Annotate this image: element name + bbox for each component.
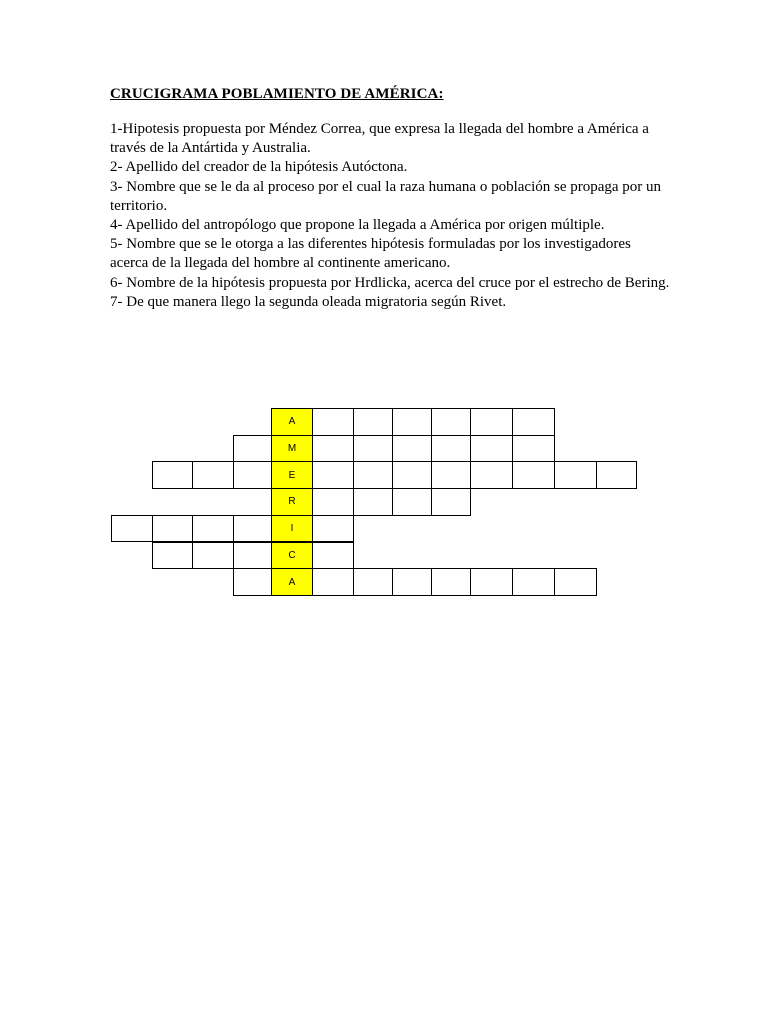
clue-list — [110, 120, 670, 312]
crossword-cell[interactable] — [512, 408, 555, 436]
crossword-cell[interactable] — [554, 461, 597, 489]
crossword-cell[interactable] — [392, 461, 432, 489]
crossword-cell[interactable] — [312, 461, 354, 489]
crossword-cell[interactable] — [353, 568, 393, 596]
clue-5: 5- Nombre que se le otorga a las diferentes hipótesis formuladas por los investigadores acerca de la llegada del hombre al continente americano. — [110, 236, 631, 272]
key-letter-cell: A — [271, 568, 313, 596]
crossword-cell[interactable] — [152, 515, 194, 543]
crossword-cell[interactable] — [512, 568, 555, 596]
crossword-cell[interactable] — [152, 542, 194, 570]
crossword-cell[interactable] — [596, 461, 637, 489]
crossword-cell[interactable] — [233, 515, 273, 543]
crossword-cell[interactable] — [470, 568, 513, 596]
crossword-cell[interactable] — [312, 488, 354, 516]
crossword-cell[interactable] — [192, 515, 234, 543]
crossword-cell[interactable] — [512, 461, 555, 489]
crossword-cell[interactable] — [312, 542, 354, 570]
crossword-cell[interactable] — [470, 435, 513, 463]
crossword-cell[interactable] — [431, 435, 471, 463]
clue-4: 4- Apellido del antropólogo que propone la llegada a América por origen múltiple. — [110, 217, 605, 234]
crossword-cell[interactable] — [233, 568, 273, 596]
key-letter-cell: I — [271, 515, 313, 543]
clue-2: 2- Apellido del creador de la hipótesis Autóctona. — [110, 159, 408, 176]
crossword-cell[interactable] — [431, 408, 471, 436]
crossword-cell[interactable] — [152, 461, 194, 489]
key-letter-cell: R — [271, 488, 313, 516]
key-letter-cell: E — [271, 461, 313, 489]
crossword-cell[interactable] — [192, 542, 234, 570]
crossword-cell[interactable] — [233, 461, 273, 489]
crossword-cell[interactable] — [470, 461, 513, 489]
crossword-cell[interactable] — [192, 461, 234, 489]
crossword-cell[interactable] — [111, 515, 153, 543]
crossword-cell[interactable] — [312, 568, 354, 596]
crossword-cell[interactable] — [392, 408, 432, 436]
crossword-cell[interactable] — [431, 488, 471, 516]
clue-6: 6- Nombre de la hipótesis propuesta por Hrdlicka, acerca del cruce por el estrecho de Bering. — [110, 274, 670, 291]
crossword-cell[interactable] — [312, 408, 354, 436]
page-title: CRUCIGRAMA POBLAMIENTO DE AMÉRICA: — [110, 86, 444, 102]
clue-1: 1-Hipotesis propuesta por Méndez Correa, que expresa la llegada del hombre a América a través de la Antártida y Australia. — [110, 121, 649, 157]
crossword-cell[interactable] — [554, 568, 597, 596]
crossword-cell[interactable] — [353, 488, 393, 516]
clue-7: 7- De que manera llego la segunda oleada migratoria según Rivet. — [110, 293, 507, 310]
crossword-cell[interactable] — [431, 461, 471, 489]
crossword-cell[interactable] — [392, 568, 432, 596]
crossword-cell[interactable] — [470, 408, 513, 436]
key-letter-cell: M — [271, 435, 313, 463]
crossword-cell[interactable] — [312, 435, 354, 463]
key-letter-cell: A — [271, 408, 313, 436]
crossword-cell[interactable] — [353, 435, 393, 463]
crossword-cell[interactable] — [392, 435, 432, 463]
clue-3: 3- Nombre que se le da al proceso por el cual la raza humana o población se propaga por un territorio. — [110, 178, 662, 214]
crossword-cell[interactable] — [353, 461, 393, 489]
crossword-cell[interactable] — [431, 568, 471, 596]
crossword-cell[interactable] — [312, 515, 354, 543]
crossword-cell[interactable] — [392, 488, 432, 516]
crossword-cell[interactable] — [233, 435, 273, 463]
crossword-cell[interactable] — [512, 435, 555, 463]
crossword-cell[interactable] — [353, 408, 393, 436]
crossword-cell[interactable] — [233, 542, 273, 570]
key-letter-cell: C — [271, 542, 313, 570]
